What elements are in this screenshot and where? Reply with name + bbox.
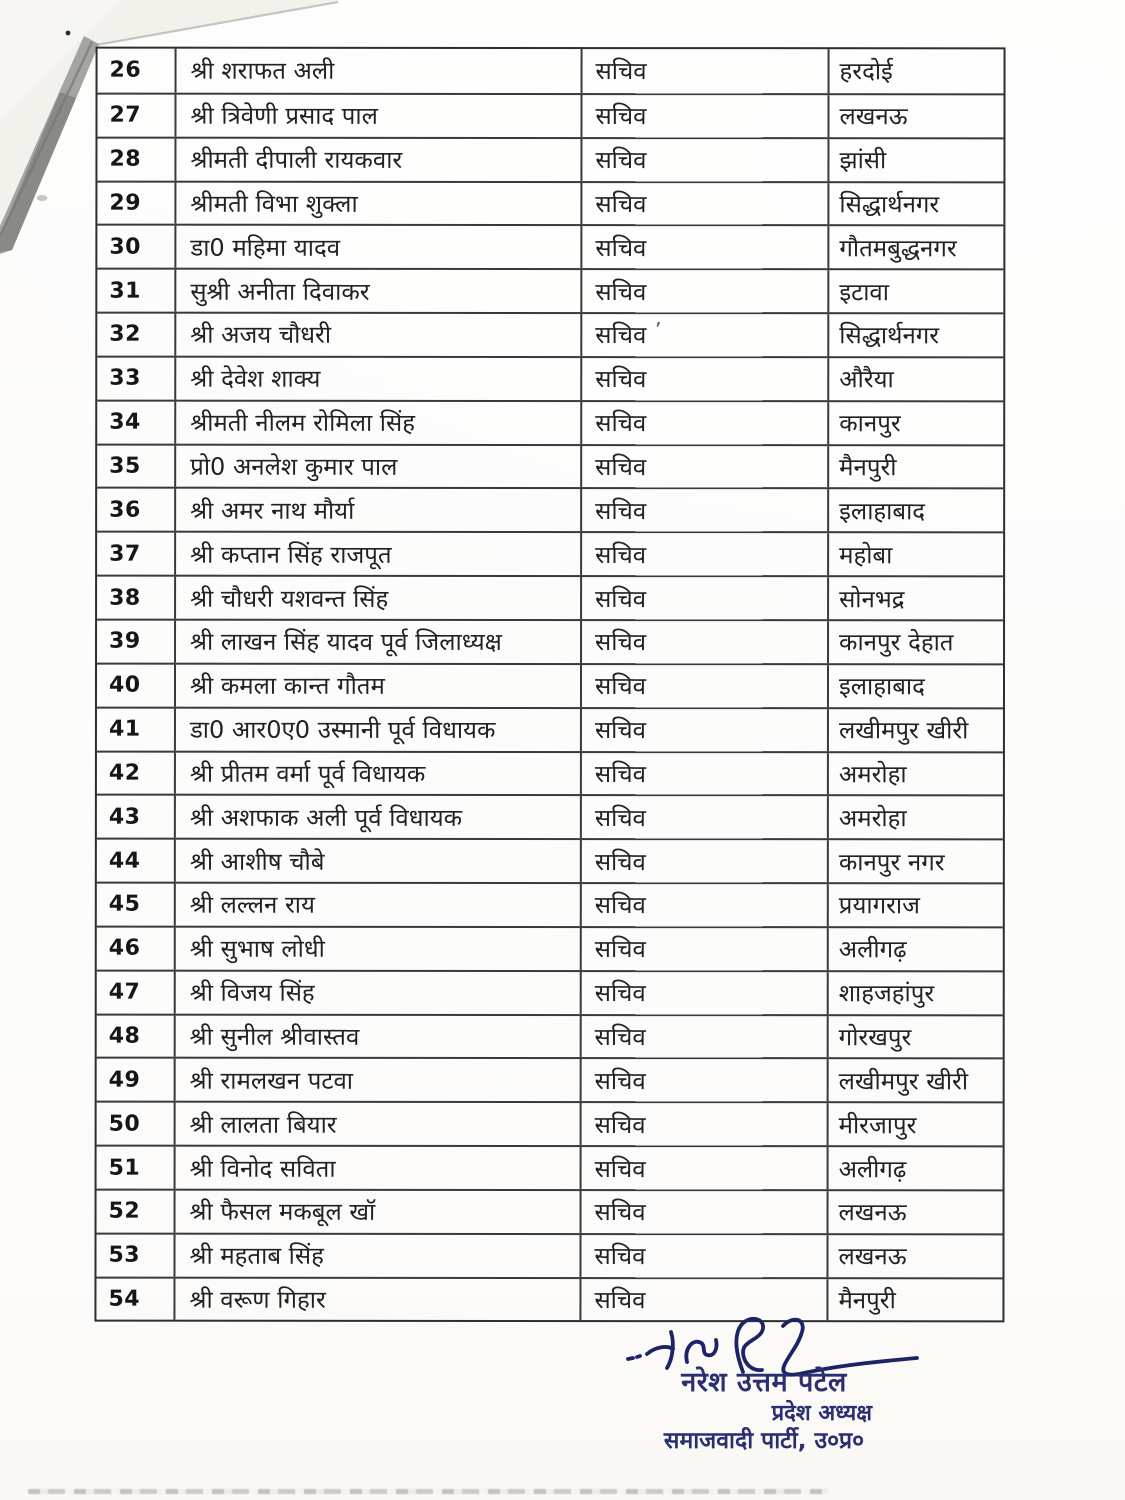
district-cell: इलाहाबाद <box>827 665 1007 707</box>
name-cell: श्री रामलखन पटवा <box>174 1059 580 1101</box>
district-cell: सिद्धार्थनगर <box>827 183 1007 225</box>
table-row <box>97 180 1003 225</box>
serial-cell: 34 <box>109 409 141 435</box>
serial-cell: 54 <box>108 1286 141 1312</box>
district-cell: अलीगढ़ <box>827 928 1007 970</box>
table-row <box>97 268 1003 313</box>
district-cell: लखीमपुर खीरी <box>827 709 1007 751</box>
serial-cell: 50 <box>108 1111 141 1137</box>
serial-cell: 51 <box>108 1155 141 1181</box>
designation-cell: सचिव <box>580 972 827 1014</box>
name-cell: श्री अशफाक अली पूर्व विधायक <box>174 796 580 838</box>
serial-cell: 27 <box>109 102 142 128</box>
district-cell: कानपुर <box>827 402 1007 444</box>
name-cell: श्री वरूण गिहार <box>173 1278 579 1320</box>
name-cell: श्री देवेश शाक्य <box>174 358 580 400</box>
district-cell: सोनभद्र <box>827 577 1007 619</box>
scan-edge-text-remnant <box>28 1489 828 1494</box>
district-cell: लखनऊ <box>826 1235 1006 1277</box>
designation-cell: सचिव <box>580 533 827 575</box>
designation-cell: सचिव <box>580 577 827 619</box>
designation-cell: सचिव <box>580 270 827 312</box>
district-cell: महोबा <box>827 534 1007 576</box>
district-cell: लखनऊ <box>827 95 1007 137</box>
district-cell: प्रयागराज <box>827 884 1007 926</box>
serial-cell: 37 <box>109 541 141 567</box>
serial-cell: 36 <box>109 497 141 523</box>
table-row <box>97 794 1003 839</box>
signatory-organization: समाजवादी पार्टी, उ०प्र० <box>663 1428 865 1454</box>
serial-cell: 46 <box>108 935 141 961</box>
serial-cell: 43 <box>108 804 141 830</box>
name-cell: श्री लालता बियार <box>174 1103 580 1145</box>
ink-speck <box>66 31 71 36</box>
table-row <box>97 1145 1003 1190</box>
serial-cell: 28 <box>109 146 142 172</box>
designation-cell: सचिव <box>579 1279 826 1321</box>
district-cell: गोरखपुर <box>827 1016 1007 1058</box>
serial-cell: 47 <box>108 979 141 1005</box>
table-row <box>97 882 1003 927</box>
signature-block <box>640 1366 888 1456</box>
serial-cell: 39 <box>109 629 141 655</box>
table-row <box>97 1189 1003 1234</box>
serial-cell: 31 <box>109 278 141 304</box>
district-cell: सिद्धार्थनगर <box>827 314 1007 356</box>
designation-cell: सचिव <box>580 1191 827 1233</box>
name-cell: श्री कमला कान्त गौतम <box>174 664 580 706</box>
table-row <box>97 443 1003 488</box>
name-cell: श्री फैसल मकबूल खॉ <box>174 1191 580 1233</box>
district-cell: शाहजहांपुर <box>827 972 1007 1014</box>
designation-cell: सचिव <box>580 183 827 225</box>
table-row <box>97 969 1003 1014</box>
district-cell: अमरोहा <box>827 753 1007 795</box>
district-cell: लखीमपुर खीरी <box>827 1060 1007 1102</box>
name-cell: श्री विनोद सविता <box>174 1147 580 1189</box>
table-row <box>97 1013 1003 1058</box>
name-cell: श्री शराफत अली <box>175 49 581 93</box>
designation-cell: सचिव <box>581 49 828 93</box>
name-cell: श्री अमर नाथ मौर्या <box>174 489 580 531</box>
designation-cell: सचिव <box>580 1059 827 1101</box>
serial-cell: 40 <box>108 672 141 698</box>
signatory-name: नरेश उत्तम पटेल <box>681 1367 847 1398</box>
table-row <box>98 49 1004 94</box>
serial-cell: 32 <box>109 322 141 348</box>
name-cell: श्री लल्लन राय <box>174 884 580 926</box>
serial-cell: 35 <box>109 453 141 479</box>
name-cell: श्री आशीष चौबे <box>174 840 580 882</box>
designation-cell: सचिव <box>580 1147 827 1189</box>
designation-cell: सचिव <box>580 884 827 926</box>
designation-cell: सचिव <box>580 840 827 882</box>
table-row <box>97 619 1003 664</box>
designation-cell: सचिव <box>580 489 827 531</box>
name-cell: प्रो0 अनलेश कुमार पाल <box>174 445 580 487</box>
name-cell: श्रीमती विभा शुक्ला <box>174 182 580 224</box>
district-cell: औरैया <box>827 358 1007 400</box>
designation-cell: सचिव <box>580 928 827 970</box>
table-row <box>97 224 1003 269</box>
name-cell: डा0 महिमा यादव <box>174 226 580 268</box>
designation-cell: सचिव <box>580 709 827 751</box>
serial-cell: 44 <box>108 848 141 874</box>
designation-cell: सचिव <box>580 358 827 400</box>
serial-cell: 45 <box>108 892 141 918</box>
table-row <box>97 399 1003 444</box>
designation-cell: सचिव <box>580 753 827 795</box>
serial-cell: 29 <box>109 190 142 216</box>
table-row <box>97 706 1003 751</box>
district-cell: इलाहाबाद <box>827 490 1007 532</box>
name-cell: सुश्री अनीता दिवाकर <box>174 270 580 312</box>
designation-cell: सचिव <box>580 139 827 181</box>
table-row <box>97 662 1003 707</box>
serial-cell: 26 <box>109 58 142 84</box>
district-cell: गौतमबुद्धनगर <box>827 227 1007 269</box>
serial-cell: 41 <box>108 716 141 742</box>
designation-cell: सचिव <box>580 1103 827 1145</box>
district-cell: झांसी <box>827 139 1007 181</box>
name-cell: श्री त्रिवेणी प्रसाद पाल <box>174 95 580 137</box>
name-cell: श्री प्रीतम वर्मा पूर्व विधायक <box>174 752 580 794</box>
table-row <box>97 1057 1003 1102</box>
serial-cell: 48 <box>108 1023 141 1049</box>
name-cell: श्री विजय सिंह <box>174 971 580 1013</box>
district-cell: अलीगढ़ <box>827 1147 1007 1189</box>
designation-cell: सचिव <box>580 621 827 663</box>
designation-cell: सचिव <box>580 665 827 707</box>
district-cell: मैनपुरी <box>827 446 1007 488</box>
district-cell: इटावा <box>827 270 1007 312</box>
district-cell: कानपुर नगर <box>827 840 1007 882</box>
designation-cell: सचिव <box>580 95 827 137</box>
table-row <box>97 575 1003 620</box>
stray-pen-mark: ’ <box>655 318 662 342</box>
name-cell: श्री कप्तान सिंह राजपूत <box>174 533 580 575</box>
name-cell: श्री सुनील श्रीवास्तव <box>174 1015 580 1057</box>
signatory-title: प्रदेश अध्यक्ष <box>771 1401 872 1426</box>
table-row <box>97 136 1003 181</box>
district-cell: अमरोहा <box>827 797 1007 839</box>
table-row <box>97 312 1003 357</box>
serial-cell: 52 <box>108 1198 141 1225</box>
table-row <box>97 356 1003 401</box>
serial-cell: 38 <box>109 585 141 611</box>
table-row <box>97 925 1003 970</box>
table-row <box>97 838 1003 883</box>
table-row <box>96 1232 1002 1277</box>
serial-cell: 49 <box>108 1067 141 1093</box>
table-row <box>97 750 1003 795</box>
table-row <box>97 531 1003 576</box>
designation-cell: सचिव <box>580 314 827 356</box>
table-row <box>97 92 1003 137</box>
name-cell: श्री चौधरी यशवन्त सिंह <box>174 577 580 619</box>
district-cell: हरदोई <box>828 49 1008 93</box>
name-cell: श्रीमती नीलम रोमिला सिंह <box>174 401 580 443</box>
designation-cell: सचिव <box>580 1016 827 1058</box>
designation-cell: सचिव <box>580 796 827 838</box>
serial-cell: 53 <box>108 1242 141 1268</box>
name-cell: श्रीमती दीपाली रायकवार <box>174 138 580 180</box>
name-cell: श्री महताब सिंह <box>173 1234 579 1276</box>
designation-cell: सचिव <box>580 402 827 444</box>
name-cell: श्री अजय चौधरी <box>174 314 580 356</box>
designation-cell: सचिव <box>580 226 827 268</box>
officials-table <box>94 47 1005 1323</box>
district-cell: मैनपुरी <box>826 1279 1006 1321</box>
name-cell: श्री सुभाष लोधी <box>174 928 580 970</box>
table-row <box>97 487 1003 532</box>
name-cell: श्री लाखन सिंह यादव पूर्व जिलाध्यक्ष <box>174 621 580 663</box>
designation-cell: सचिव <box>579 1235 826 1277</box>
serial-cell: 33 <box>109 365 141 391</box>
serial-cell: 30 <box>109 234 142 260</box>
designation-cell: सचिव <box>580 446 827 488</box>
table-row <box>97 1101 1003 1146</box>
district-cell: लखनऊ <box>827 1191 1007 1233</box>
serial-cell: 42 <box>108 760 141 786</box>
district-cell: मीरजापुर <box>827 1103 1007 1145</box>
district-cell: कानपुर देहात <box>827 621 1007 663</box>
name-cell: डा0 आर0ए0 उस्मानी पूर्व विधायक <box>174 708 580 750</box>
